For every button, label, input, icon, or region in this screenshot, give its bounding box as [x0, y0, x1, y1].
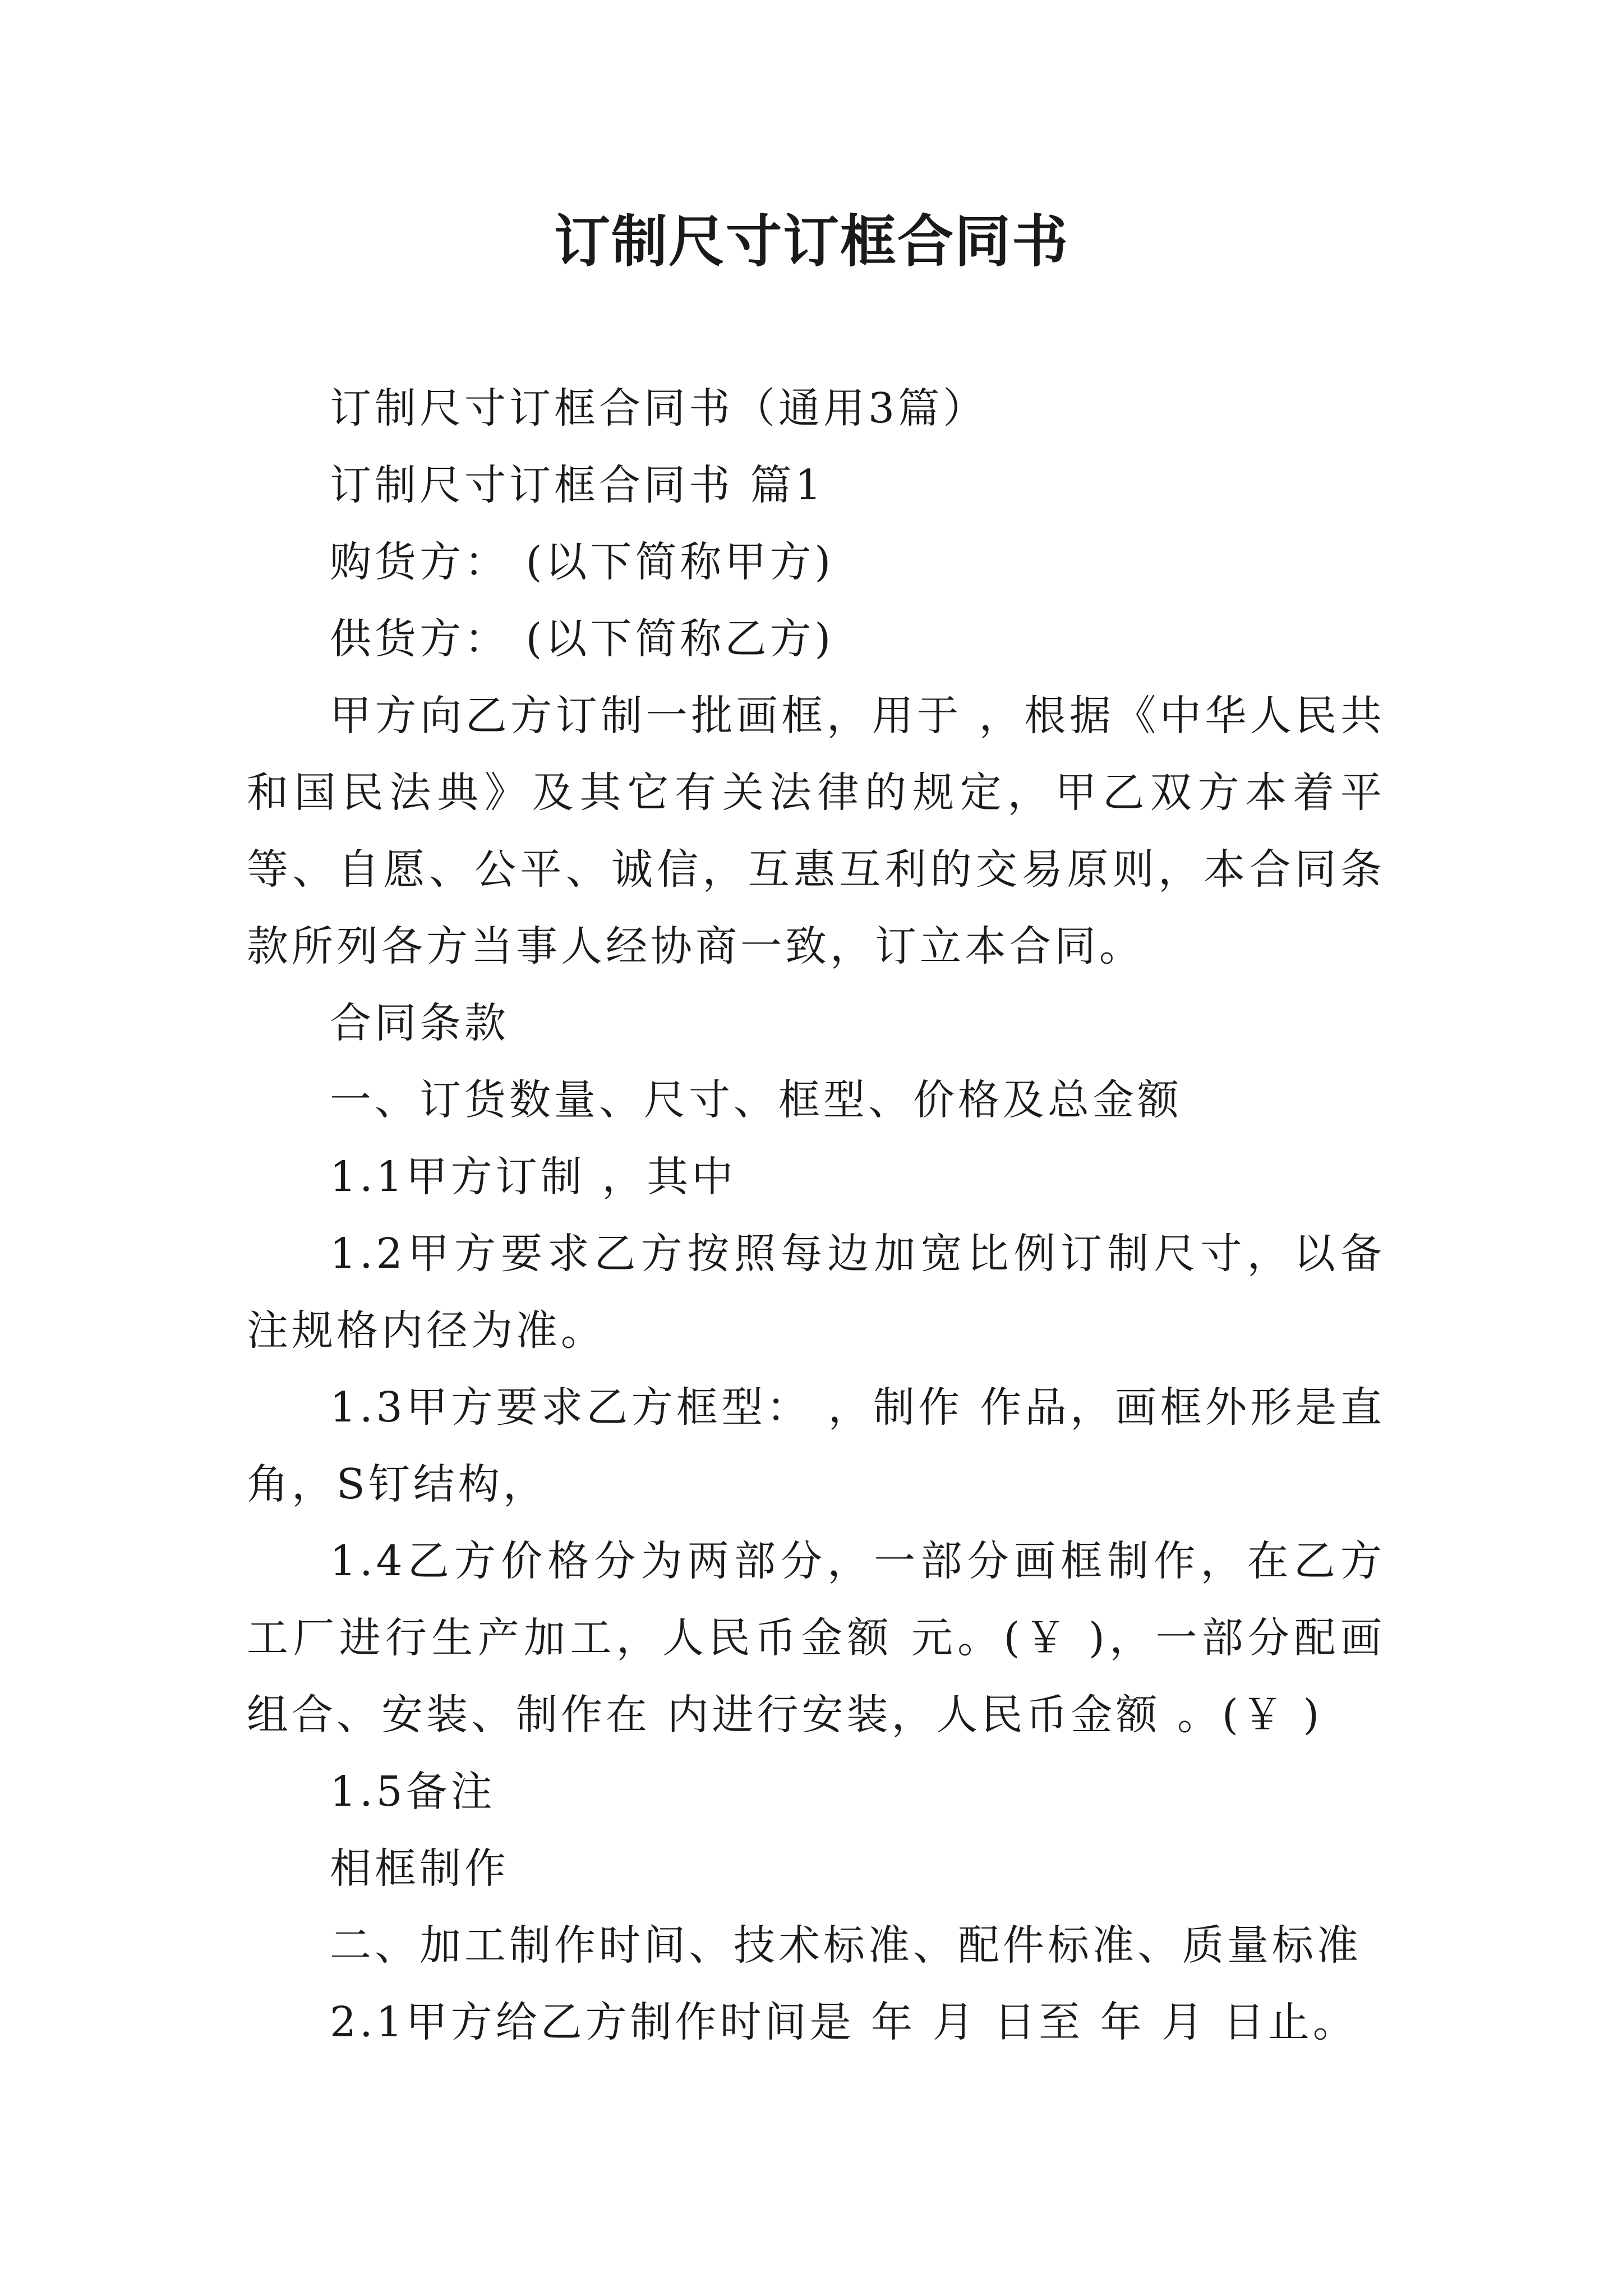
paragraph-1-3: 1.3甲方要求乙方框型： ，制作 作品，画框外形是直角，S钉结构， — [247, 1383, 1385, 1508]
paragraph-1-1: 1.1甲方订制 ，其中 — [330, 1153, 737, 1201]
paragraph-1-2: 1.2甲方要求乙方按照每边加宽比例订制尺寸，以备注规格内径为准。 — [247, 1230, 1385, 1355]
paragraph-1-4: 1.4乙方价格分为两部分，一部分画框制作，在乙方工厂进行生产加工，人民币金额 元。(￥ )，一部分配画组合、安装、制作在 内进行安装，人民币金额 。(￥ ) — [247, 1537, 1385, 1739]
paragraph-2-1: 2.1甲方给乙方制作时间是 年 月 日至 年 月 日止。 — [330, 1998, 1358, 2046]
paragraph-section-1: 一、订货数量、尺寸、框型、价格及总金额 — [330, 1076, 1182, 1124]
paragraph-supplier: 供货方： (以下简称乙方) — [330, 615, 834, 663]
paragraph-heading: 订制尺寸订框合同书（通用3篇） — [330, 384, 988, 432]
paragraph-1-5: 1.5备注 — [330, 1768, 496, 1816]
paragraph-preamble: 甲方向乙方订制一批画框，用于 ，根据《中华人民共和国民法典》及其它有关法律的规定，甲乙双方本着平等、自愿、公平、诚信，互惠互利的交易原则，本合同条款所列各方当事人经协商一致，订立本合同。 — [247, 692, 1385, 970]
paragraph-frame-making: 相框制作 — [330, 1844, 509, 1893]
paragraph-chapter: 订制尺寸订框合同书 篇1 — [330, 461, 825, 509]
paragraph-section-2: 二、加工制作时间、技术标准、配件标准、质量标准 — [330, 1921, 1362, 1970]
document-body — [247, 370, 1385, 2061]
paragraph-clauses-title: 合同条款 — [330, 999, 509, 1047]
paragraph-buyer: 购货方： (以下简称甲方) — [330, 538, 834, 586]
document-title: 订制尺寸订框合同书 — [554, 208, 1069, 274]
